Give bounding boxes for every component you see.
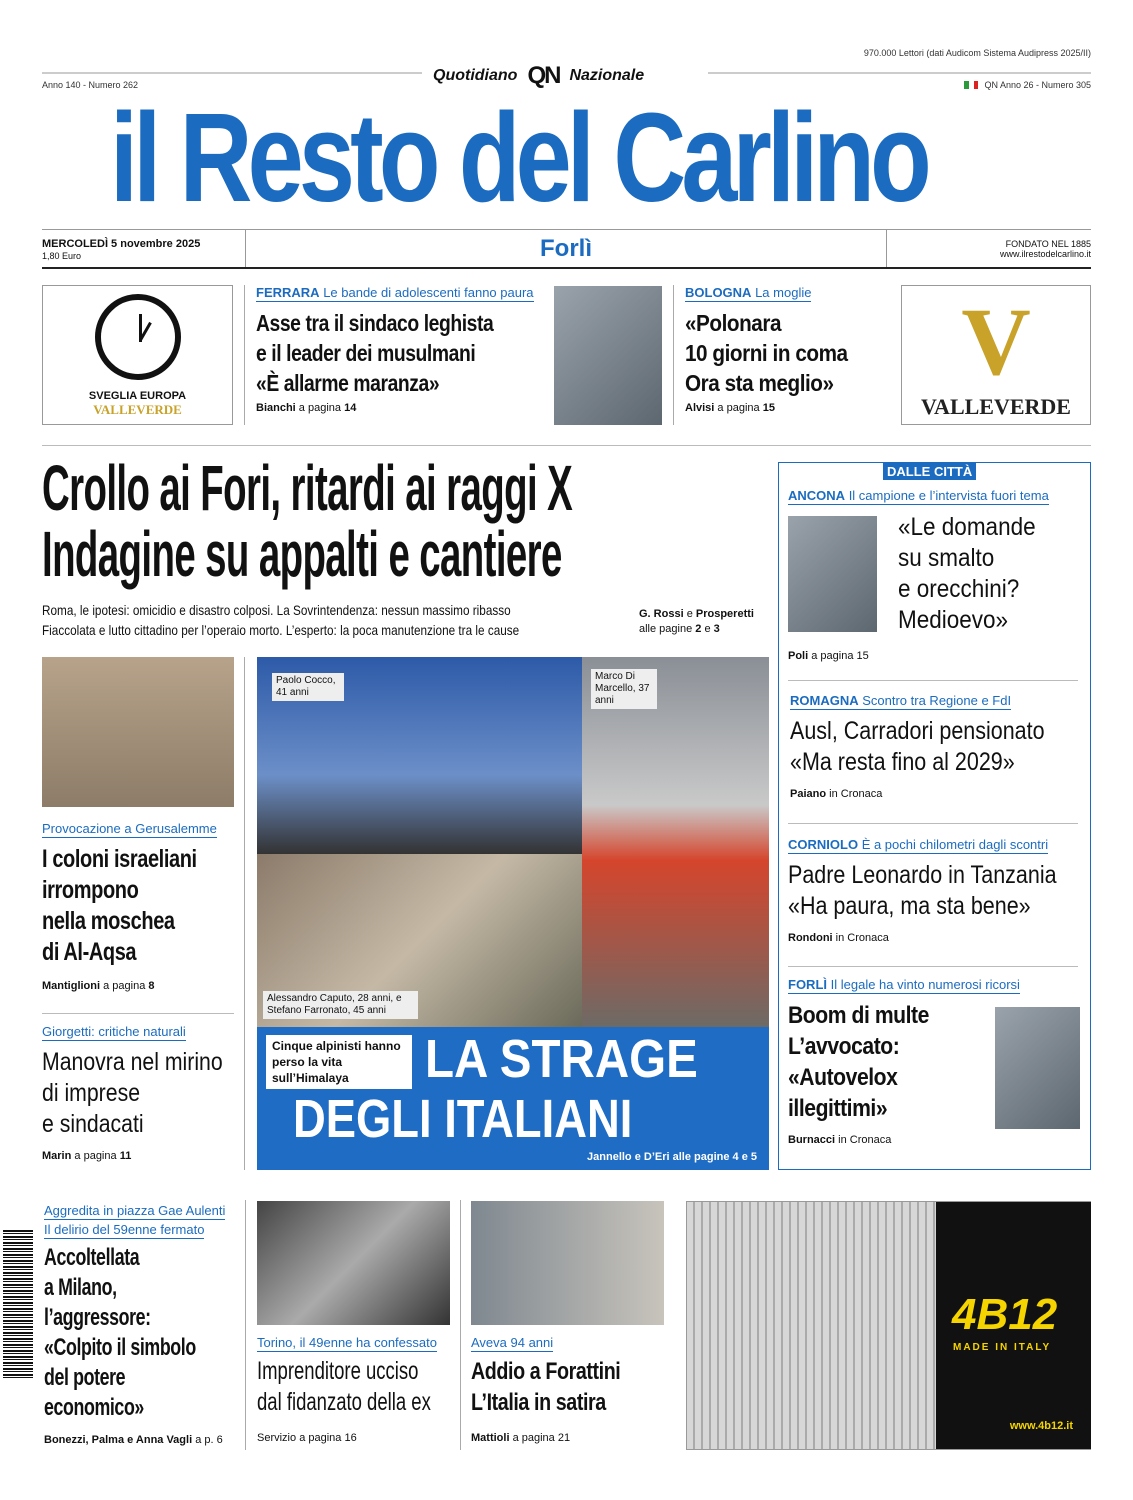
divider [42,1013,234,1014]
himalaya-box: Cinque alpinisti hanno perso la vita sull’Himalaya [266,1035,412,1089]
photo-caption: Alessandro Caputo, 28 anni, e Stefano Farronato, 45 anni [263,991,418,1019]
kicker: Torino, il 49enne ha confessato [257,1335,437,1350]
sveglia-ad[interactable] [42,285,233,425]
ad-tag: MADE IN ITALY [953,1342,1052,1353]
byline: Servizio a pagina 16 [257,1432,357,1444]
photo-jerusalem [42,657,234,807]
bottom-article-forattini[interactable] [471,1334,671,1444]
bottom-article-torino[interactable] [257,1334,457,1444]
divider [788,823,1078,824]
headline: Manovra nel mirino di imprese e sindacati [42,1048,223,1138]
photo-leader [554,286,662,425]
byline: Bianchi a pagina 14 [256,402,357,414]
kicker: FORLÌ Il legale ha vinto numerosi ricorsi [788,977,1020,992]
kicker: ANCONA Il campione e l’intervista fuori tema [788,488,1049,503]
qn-anno: QN Anno 26 - Numero 305 [984,80,1091,90]
kicker: CORNIOLO È a pochi chilometri dagli scontri [788,837,1049,852]
founded-text: FONDATO NEL 1885 [1005,239,1091,249]
dalle-item-forli[interactable] [788,976,1078,1146]
bottom-article-milano[interactable] [44,1202,239,1446]
dalle-item-corniolo[interactable] [788,836,1078,944]
price: 1,80 Euro [42,251,82,261]
photo-caption: Paolo Cocco, 41 anni [272,673,344,701]
masthead: il Resto del Carlino [110,87,927,228]
left-article-1[interactable] [42,820,234,992]
ad-photo [687,1202,936,1449]
himalaya-title: LA STRAGE [425,1029,698,1089]
himalaya-title: DEGLI ITALIANI [293,1089,633,1149]
photo-lawyer [995,1007,1080,1129]
headline: Boom di multe L’avvocato: «Autovelox illegittimi» [788,1002,929,1122]
himalaya-byline: Jannello e D’Eri alle pagine 4 e 5 [587,1151,757,1163]
byline: Mattioli a pagina 21 [471,1432,571,1444]
headline: Accoltellata a Milano, l’aggressore: «Colpito il simbolo del potere economico» [44,1244,196,1421]
italy-flag-icon [964,81,978,89]
headline: Ausl, Carradori pensionato «Ma resta fino al 2029» [790,717,1045,776]
lead-summary: Roma, le ipotesi: omicidio e disastro colposi. La Sovrintendenza: nessun massimo ribasso Fiaccolata e lutto cittadino per l’operaio morto. L’esperto: la poca manutenzione tra le cause [42,602,520,638]
divider [42,72,422,74]
byline: Bonezzi, Palma e Anna Vagli a p. 6 [44,1434,223,1446]
section-label: DALLE CITTÀ [883,463,976,480]
lead-byline: G. Rossi e Prosperetti alle pagine 2 e 3 [639,608,754,635]
headline: I coloni israeliani irrompono nella moschea di Al-Aqsa [42,845,197,966]
headline: Addio a Forattini L’Italia in satira [471,1358,621,1416]
divider [244,285,245,425]
divider [788,966,1078,967]
dalle-item-ancona[interactable] [788,487,1078,662]
divider [460,1200,461,1450]
founded [1000,239,1091,259]
divider [244,657,245,1170]
edition: Forlì [245,230,887,267]
kicker: Il delirio del 59enne fermato [44,1222,205,1237]
qn-logo: QN [527,62,560,89]
headline: Imprenditore ucciso dal fidanzato della ex [257,1357,431,1416]
himalaya-banner[interactable] [257,1027,769,1170]
valleverde-logo-icon: V [961,288,1031,395]
divider [788,680,1078,681]
divider [245,1200,246,1450]
website: www.ilrestodelcarlino.it [999,249,1091,259]
lead-headline[interactable]: Crollo ai Fori, ritardi ai raggi X Indagine su appalti e cantiere [42,452,573,590]
kicker: Aggredita in piazza Gae Aulenti [44,1203,226,1218]
barcode-icon [3,1230,33,1380]
alarm-clock-icon [95,294,181,380]
photo-marco-di-marcello [582,657,769,1027]
issue-number: Anno 140 - Numero 262 [42,80,139,90]
headline: Padre Leonardo in Tanzania «Ha paura, ma sta bene» [788,861,1057,920]
photo-fencer [788,516,877,632]
dalle-item-romagna[interactable] [790,692,1080,800]
ferrara-article[interactable] [256,284,541,414]
byline: Poli a pagina 15 [788,650,869,662]
bologna-article[interactable] [685,284,885,414]
kicker: Giorgetti: critiche naturali [42,1024,186,1039]
ad-brand: VALLEVERDE [921,394,1071,419]
photo-forattini [471,1201,664,1325]
byline: Marin a pagina 11 [42,1150,132,1162]
valleverde-ad[interactable] [901,285,1091,425]
qn-issue [964,80,1091,90]
ad-brand: VALLEVERDE [93,402,182,417]
divider [673,285,674,425]
headline: «Le domande su smalto e orecchini? Medioevo» [898,513,1036,634]
ad-url: www.4b12.it [1009,1420,1073,1432]
readers-count: 970.000 Lettori (dati Audicom Sistema Audipress 2025/II) [863,48,1091,58]
qn-left: Quotidiano [433,67,518,84]
divider [708,72,1091,74]
kicker: FERRARA Le bande di adolescenti fanno paura [256,285,534,300]
byline: Mantiglioni a pagina 8 [42,980,155,992]
headline: Asse tra il sindaco leghista e il leader dei musulmani «È allarme maranza» [256,310,494,396]
4b12-ad[interactable] [686,1201,1091,1450]
ad-panel [936,1202,1091,1449]
photo-torino [257,1201,450,1325]
date: MERCOLEDÌ 5 novembre 2025 [42,238,201,250]
qn-right: Nazionale [569,67,645,84]
photo-caption: Marco Di Marcello, 37 anni [591,669,657,709]
left-article-2[interactable] [42,1023,234,1162]
byline: Rondoni in Cronaca [788,932,889,944]
4b12-logo: 4B12 [952,1290,1058,1339]
headline: «Polonara 10 giorni in coma Ora sta meglio» [685,310,848,396]
kicker: ROMAGNA Scontro tra Regione e FdI [790,693,1012,708]
qn-banner [433,62,644,90]
date-bar [42,229,1091,269]
byline: Alvisi a pagina 15 [685,402,775,414]
kicker: Aveva 94 anni [471,1335,554,1350]
ad-line: SVEGLIA EUROPA [88,390,187,402]
kicker: BOLOGNA La moglie [685,285,812,300]
byline: Burnacci in Cronaca [788,1134,892,1146]
byline: Paiano in Cronaca [790,788,883,800]
kicker: Provocazione a Gerusalemme [42,821,217,836]
divider [42,445,1091,446]
